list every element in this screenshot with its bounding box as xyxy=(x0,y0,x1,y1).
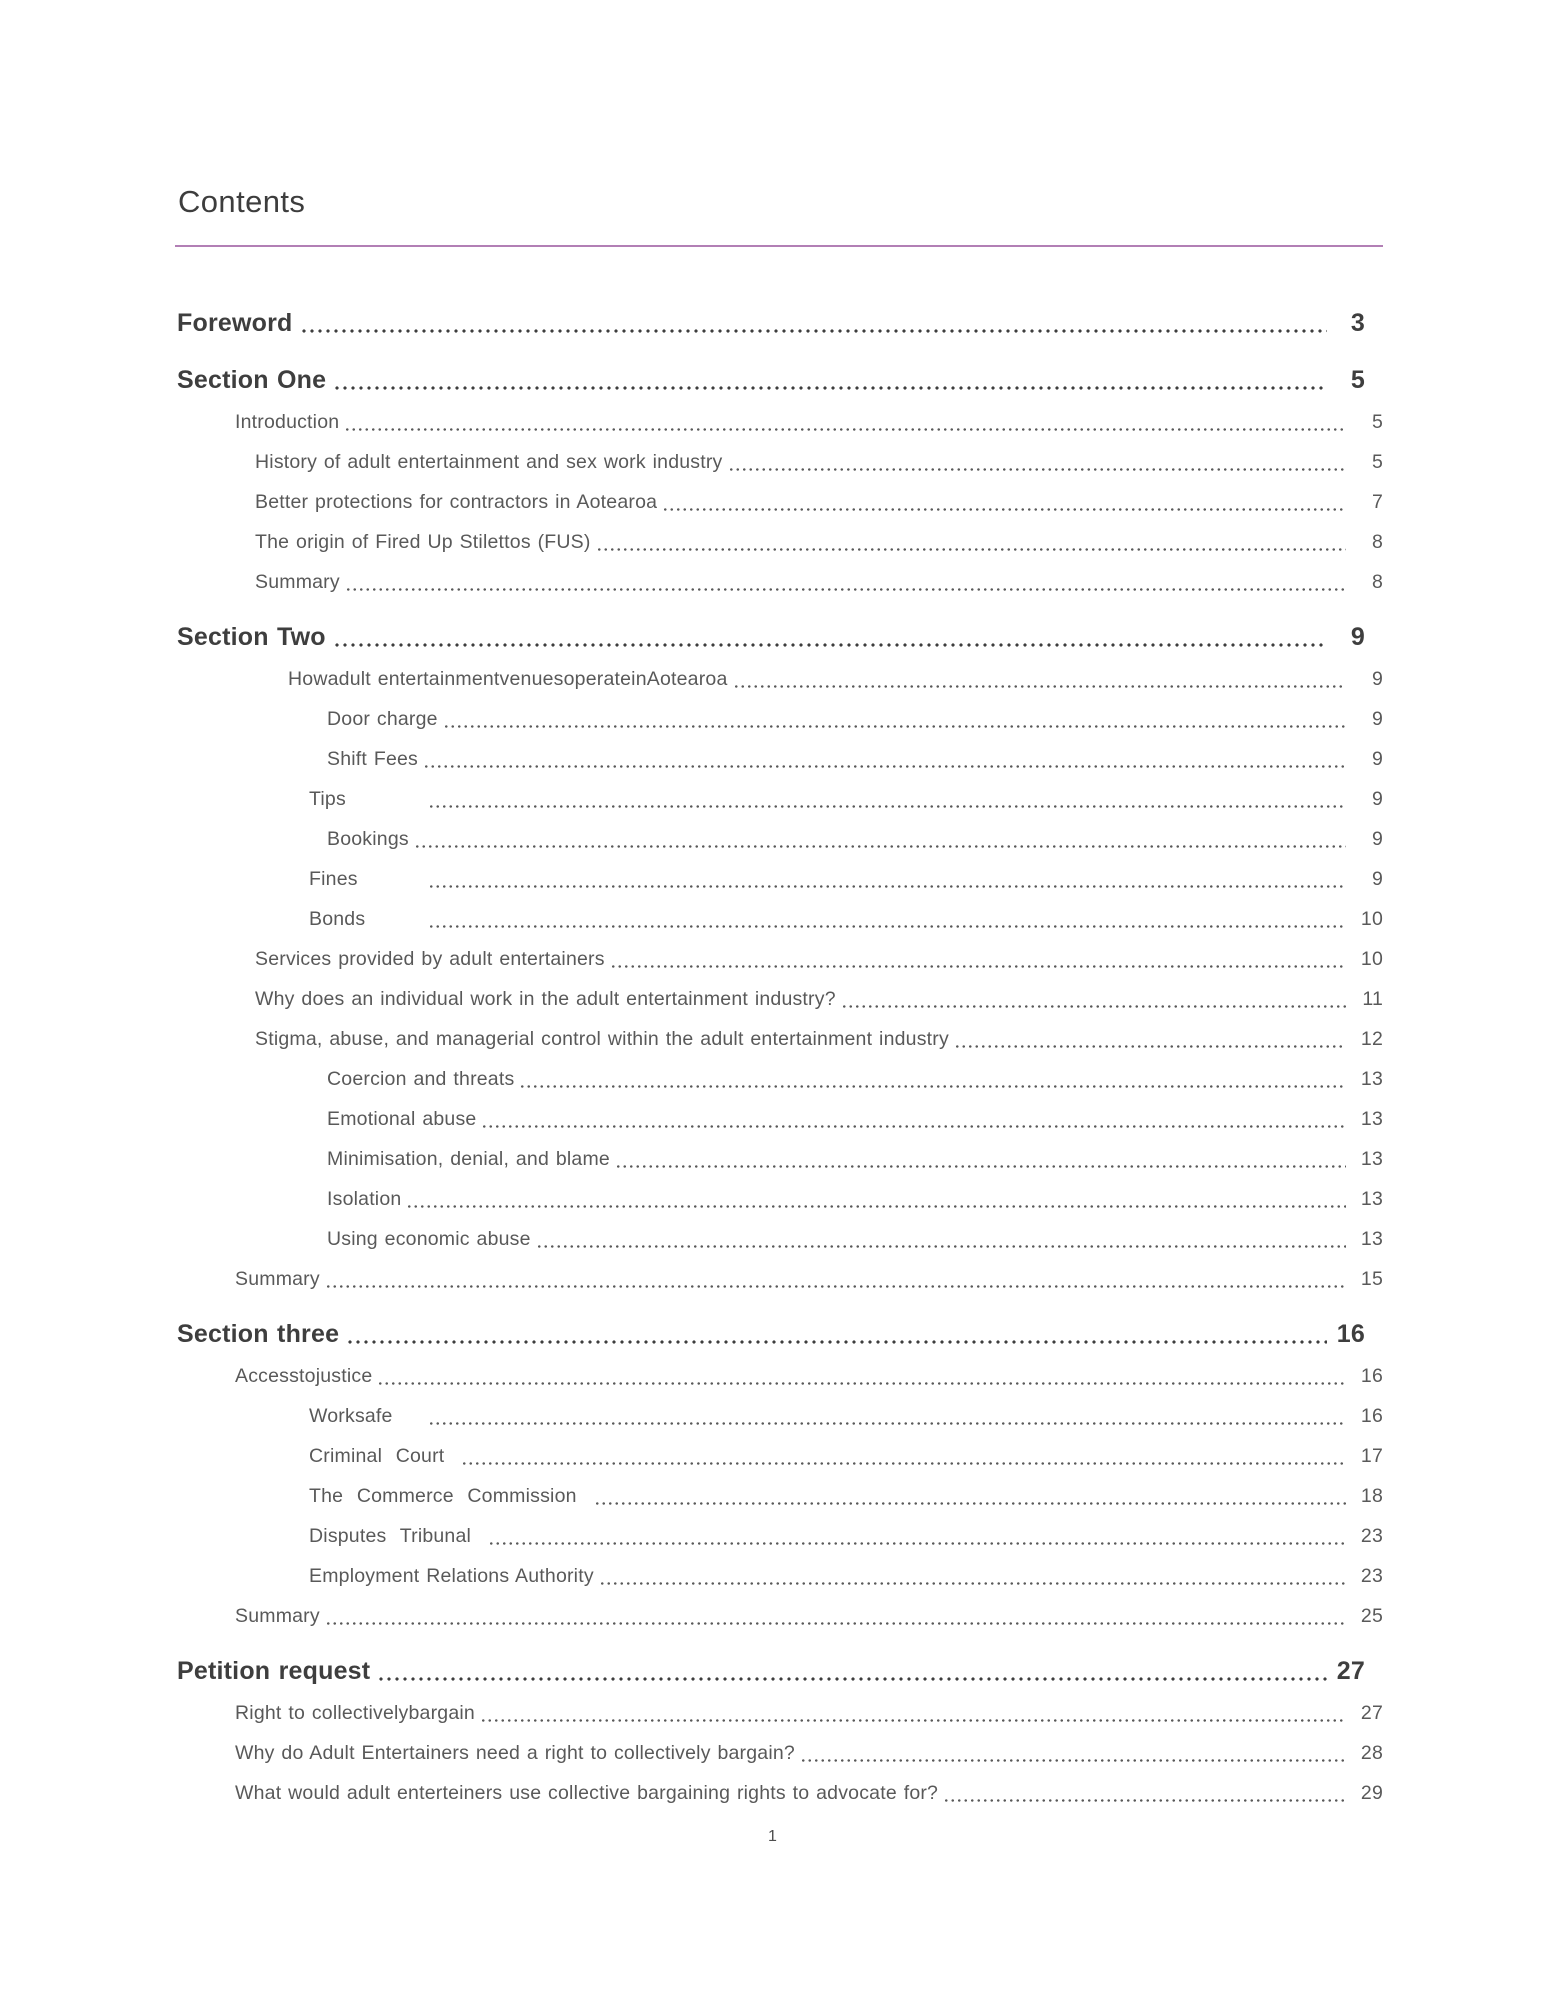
toc-entry-page-number: 10 xyxy=(1360,948,1383,970)
dot-leader xyxy=(461,1436,1346,1476)
toc-entry-page-number: 13 xyxy=(1360,1188,1383,1210)
dot-leader xyxy=(443,699,1346,739)
toc-entry-page-number: 11 xyxy=(1362,988,1383,1010)
dot-leader xyxy=(377,1649,1326,1693)
toc-entry[interactable] xyxy=(177,1356,1383,1396)
dot-leader xyxy=(345,562,1346,602)
toc-entry-label: Bonds xyxy=(309,908,366,930)
toc-entry-label: History of adult entertainment and sex work industry xyxy=(255,451,723,473)
toc-entry-page-number: 28 xyxy=(1360,1742,1383,1764)
dot-leader xyxy=(662,482,1346,522)
toc-entry-label: Section Two xyxy=(177,623,326,651)
toc-entry[interactable] xyxy=(177,1259,1383,1299)
toc-entry[interactable] xyxy=(177,615,1383,659)
dot-leader xyxy=(733,659,1347,699)
toc-entry[interactable] xyxy=(177,819,1383,859)
toc-entry[interactable] xyxy=(177,1179,1383,1219)
toc-entry[interactable] xyxy=(177,522,1383,562)
dot-leader xyxy=(377,1356,1346,1396)
toc-entry-page-number: 9 xyxy=(1371,748,1383,770)
toc-entry-label: Section three xyxy=(177,1320,340,1348)
toc-entry-page-number: 12 xyxy=(1360,1028,1383,1050)
toc-entry[interactable] xyxy=(177,1733,1383,1773)
toc-entry-page-number: 9 xyxy=(1371,828,1383,850)
toc-entry[interactable] xyxy=(177,402,1383,442)
toc-entry-label: The origin of Fired Up Stilettos (FUS) xyxy=(255,531,591,553)
toc-entry-page-number: 9 xyxy=(1371,708,1383,730)
toc-entry-label: Tips xyxy=(309,788,346,810)
dot-leader xyxy=(428,1396,1346,1436)
toc-entry-label: Summary xyxy=(235,1605,320,1627)
toc-entry-page-number: 3 xyxy=(1350,309,1365,337)
toc-entry-label: Disputes Tribunal xyxy=(309,1525,472,1547)
toc-entry-page-number: 9 xyxy=(1350,623,1365,651)
toc-entry-page-number: 16 xyxy=(1360,1405,1383,1427)
toc-entry-page-number: 29 xyxy=(1360,1782,1383,1804)
toc-entry-page-number: 17 xyxy=(1360,1445,1383,1467)
toc-entry-label: Worksafe xyxy=(309,1405,393,1427)
toc-entry-label: Bookings xyxy=(327,828,409,850)
toc-entry-page-number: 13 xyxy=(1360,1068,1383,1090)
toc-entry[interactable] xyxy=(177,1099,1383,1139)
toc-entry-page-number: 18 xyxy=(1360,1485,1383,1507)
toc-entry-page-number: 9 xyxy=(1371,668,1383,690)
toc-entry-label: Fines xyxy=(309,868,358,890)
table-of-contents xyxy=(177,301,1383,1813)
toc-entry-label: Section One xyxy=(177,366,327,394)
toc-entry[interactable] xyxy=(177,1396,1383,1436)
dot-leader xyxy=(428,779,1346,819)
toc-entry-label: Using economic abuse xyxy=(327,1228,531,1250)
dot-leader xyxy=(423,739,1346,779)
toc-entry-label: Foreword xyxy=(177,309,293,337)
dot-leader xyxy=(325,1596,1346,1636)
toc-entry-label: Stigma, abuse, and managerial control within the adult entertainment industry xyxy=(255,1028,949,1050)
toc-entry-label: Employment Relations Authority xyxy=(309,1565,594,1587)
toc-entry[interactable] xyxy=(177,699,1383,739)
toc-entry[interactable] xyxy=(177,779,1383,819)
toc-entry-label: Criminal Court xyxy=(309,1445,445,1467)
toc-entry[interactable] xyxy=(177,1556,1383,1596)
toc-entry[interactable] xyxy=(177,1059,1383,1099)
toc-entry-label: Petition request xyxy=(177,1657,371,1685)
toc-entry-page-number: 5 xyxy=(1371,411,1383,433)
toc-entry[interactable] xyxy=(177,1516,1383,1556)
toc-entry[interactable] xyxy=(177,358,1383,402)
toc-entry[interactable] xyxy=(177,739,1383,779)
dot-leader xyxy=(841,979,1346,1019)
dot-leader xyxy=(414,819,1346,859)
toc-entry[interactable] xyxy=(177,899,1383,939)
dot-leader xyxy=(800,1733,1346,1773)
toc-entry[interactable] xyxy=(177,979,1383,1019)
dot-leader xyxy=(728,442,1346,482)
toc-entry-label: Accesstojustice xyxy=(235,1365,373,1387)
dot-leader xyxy=(615,1139,1346,1179)
dot-leader xyxy=(346,1312,1327,1356)
toc-entry-page-number: 10 xyxy=(1360,908,1383,930)
toc-entry-label: The Commerce Commission xyxy=(309,1485,577,1507)
toc-entry-page-number: 13 xyxy=(1360,1108,1383,1130)
page-title: Contents xyxy=(178,184,306,219)
toc-entry-label: Why does an individual work in the adult entertainment industry? xyxy=(255,988,836,1010)
dot-leader xyxy=(325,1259,1346,1299)
title-divider xyxy=(175,245,1383,247)
toc-entry-page-number: 5 xyxy=(1371,451,1383,473)
dot-leader xyxy=(943,1773,1346,1813)
dot-leader xyxy=(599,1556,1346,1596)
dot-leader xyxy=(428,899,1346,939)
toc-entry-label: Coercion and threats xyxy=(327,1068,515,1090)
toc-entry[interactable] xyxy=(177,859,1383,899)
dot-leader xyxy=(536,1219,1346,1259)
dot-leader xyxy=(333,615,1327,659)
dot-leader xyxy=(519,1059,1346,1099)
toc-entry-label: Introduction xyxy=(235,411,340,433)
toc-entry-label: Howadult entertainmentvenuesoperateinAotearoa xyxy=(288,668,728,690)
footer-page-number: 1 xyxy=(768,1828,777,1845)
dot-leader xyxy=(954,1019,1346,1059)
toc-entry-page-number: 8 xyxy=(1371,531,1383,553)
toc-entry[interactable] xyxy=(177,1693,1383,1733)
toc-entry-page-number: 23 xyxy=(1360,1565,1383,1587)
toc-entry-page-number: 5 xyxy=(1350,366,1365,394)
dot-leader xyxy=(344,402,1346,442)
toc-entry-page-number: 9 xyxy=(1371,788,1383,810)
toc-entry-label: What would adult enterteiners use collective bargaining rights to advocate for? xyxy=(235,1782,939,1804)
dot-leader xyxy=(300,301,1328,345)
toc-entry-label: Why do Adult Entertainers need a right to collectively bargain? xyxy=(235,1742,795,1764)
toc-entry-page-number: 13 xyxy=(1360,1148,1383,1170)
dot-leader xyxy=(610,939,1346,979)
toc-entry[interactable] xyxy=(177,939,1383,979)
toc-entry-label: Minimisation, denial, and blame xyxy=(327,1148,610,1170)
toc-entry-page-number: 9 xyxy=(1371,868,1383,890)
toc-entry-label: Emotional abuse xyxy=(327,1108,477,1130)
toc-entry-page-number: 7 xyxy=(1371,491,1383,513)
dot-leader xyxy=(596,522,1346,562)
toc-entry[interactable] xyxy=(177,1139,1383,1179)
toc-entry[interactable] xyxy=(177,659,1383,699)
toc-entry[interactable] xyxy=(177,482,1383,522)
toc-entry[interactable] xyxy=(177,1596,1383,1636)
toc-entry[interactable] xyxy=(177,562,1383,602)
toc-entry-label: Right to collectivelybargain xyxy=(235,1702,475,1724)
toc-entry[interactable] xyxy=(177,442,1383,482)
toc-entry-label: Shift Fees xyxy=(327,748,418,770)
toc-entry-label: Door charge xyxy=(327,708,438,730)
toc-entry-page-number: 23 xyxy=(1360,1525,1383,1547)
toc-entry[interactable] xyxy=(177,1649,1383,1693)
dot-leader xyxy=(594,1476,1346,1516)
toc-entry[interactable] xyxy=(177,301,1383,345)
toc-entry-page-number: 13 xyxy=(1360,1228,1383,1250)
toc-entry-page-number: 15 xyxy=(1360,1268,1383,1290)
toc-entry-page-number: 25 xyxy=(1360,1605,1383,1627)
toc-entry-label: Better protections for contractors in Aotearoa xyxy=(255,491,658,513)
dot-leader xyxy=(481,1099,1346,1139)
toc-entry[interactable] xyxy=(177,1019,1383,1059)
toc-entry[interactable] xyxy=(177,1219,1383,1259)
toc-entry-page-number: 8 xyxy=(1371,571,1383,593)
dot-leader xyxy=(480,1693,1346,1733)
toc-entry-label: Summary xyxy=(255,571,340,593)
toc-entry-label: Isolation xyxy=(327,1188,402,1210)
dot-leader xyxy=(488,1516,1346,1556)
toc-entry[interactable] xyxy=(177,1312,1383,1356)
toc-entry[interactable] xyxy=(177,1773,1383,1813)
toc-entry[interactable] xyxy=(177,1436,1383,1476)
toc-entry[interactable] xyxy=(177,1476,1383,1516)
dot-leader xyxy=(406,1179,1346,1219)
toc-entry-page-number: 16 xyxy=(1336,1320,1365,1348)
toc-entry-page-number: 27 xyxy=(1336,1657,1365,1685)
dot-leader xyxy=(333,358,1327,402)
toc-entry-page-number: 27 xyxy=(1360,1702,1383,1724)
toc-entry-label: Summary xyxy=(235,1268,320,1290)
dot-leader xyxy=(428,859,1346,899)
toc-entry-page-number: 16 xyxy=(1360,1365,1383,1387)
toc-entry-label: Services provided by adult entertainers xyxy=(255,948,605,970)
